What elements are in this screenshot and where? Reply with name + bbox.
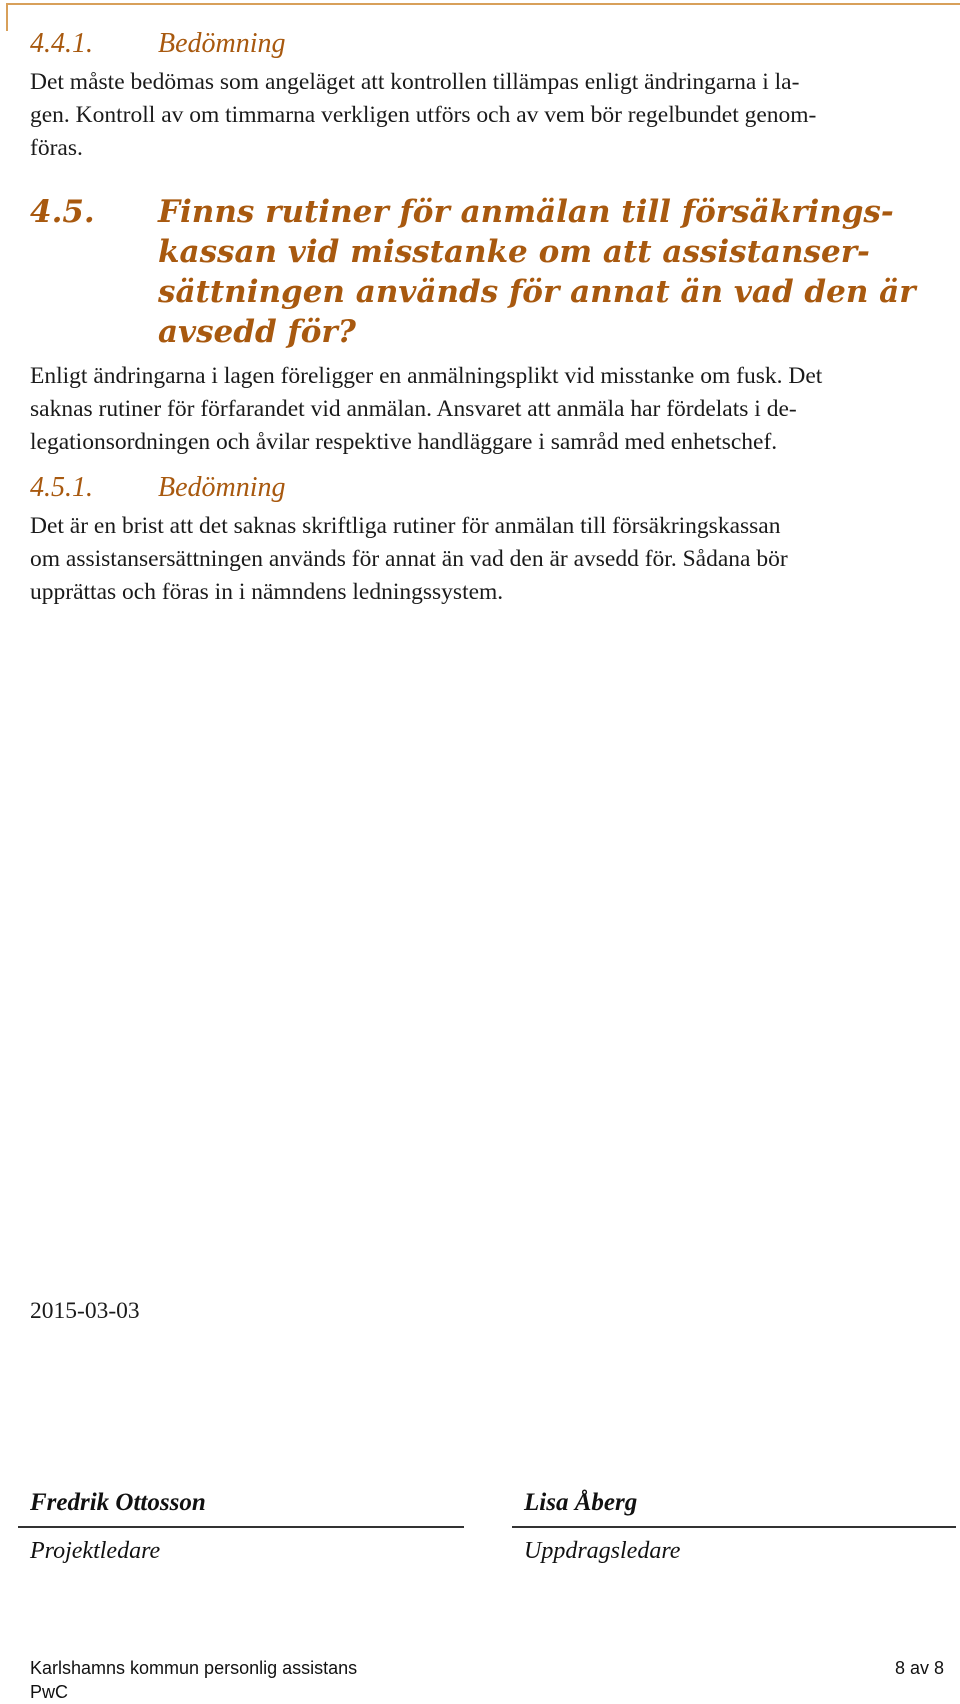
paragraph-line: om assistansersättningen används för annat än vad den är avsedd för. Sådana bör: [30, 546, 788, 572]
signatory-role: Uppdragsledare: [524, 1537, 681, 1564]
signatory-name: Lisa Åberg: [524, 1489, 638, 1516]
heading-title-line: sättningen används för annat än vad den är: [158, 274, 916, 310]
paragraph-4-5: [30, 360, 950, 459]
paragraph-line: Det måste bedömas som angeläget att kontrollen tillämpas enligt ändringarna i la-: [30, 69, 800, 95]
footer-line: PwC: [30, 1682, 69, 1702]
signature-block-2: [512, 1488, 956, 1566]
paragraph-4-5-1: [30, 510, 950, 609]
heading-title-line: avsedd för?: [158, 314, 356, 350]
heading-4-4-1: [30, 28, 286, 60]
paragraph-line: Det är en brist att det saknas skriftliga rutiner för anmälan till försäkringskassan: [30, 513, 781, 539]
corner-rule-top: [6, 3, 960, 5]
paragraph-line: Enligt ändringarna i lagen föreligger en anmälningsplikt vid misstanke om fusk. Det: [30, 363, 823, 389]
heading-title: [158, 192, 960, 352]
paragraph-line: upprättas och föras in i nämndens ledningssystem.: [30, 579, 504, 605]
signature-line: [512, 1526, 956, 1528]
signatory-name: Fredrik Ottosson: [30, 1489, 206, 1516]
heading-number: 4.5.: [30, 194, 95, 230]
heading-number: 4.4.1.: [30, 28, 93, 59]
heading-4-5-1: [30, 472, 286, 504]
footer-document-info: [30, 1656, 357, 1704]
paragraph-line: legationsordningen och åvilar respektive handläggare i samråd med enhetschef.: [30, 429, 778, 455]
signature-block-1: [18, 1488, 464, 1566]
heading-number: 4.5.1.: [30, 472, 93, 503]
paragraph-line: gen. Kontroll av om timmarna verkligen utförs och av vem bör regelbundet genom-: [30, 102, 817, 128]
heading-title: Bedömning: [158, 28, 286, 59]
page-number: 8 av 8: [894, 1658, 944, 1678]
heading-title: Bedömning: [158, 472, 286, 503]
paragraph-line: föras.: [30, 135, 83, 161]
corner-rule-left: [6, 3, 8, 31]
footer-line: Karlshamns kommun personlig assistans: [30, 1658, 358, 1678]
signature-line: [18, 1526, 464, 1528]
heading-title-line: Finns rutiner för anmälan till försäkrings-: [158, 194, 894, 230]
heading-title-line: kassan vid misstanke om att assistanser-: [158, 234, 870, 270]
paragraph-line: saknas rutiner för förfarandet vid anmälan. Ansvaret att anmäla har fördelats i de-: [30, 396, 797, 422]
paragraph-4-4-1: [30, 66, 950, 165]
signatory-role: Projektledare: [30, 1537, 161, 1564]
document-date: 2015-03-03: [30, 1298, 140, 1324]
